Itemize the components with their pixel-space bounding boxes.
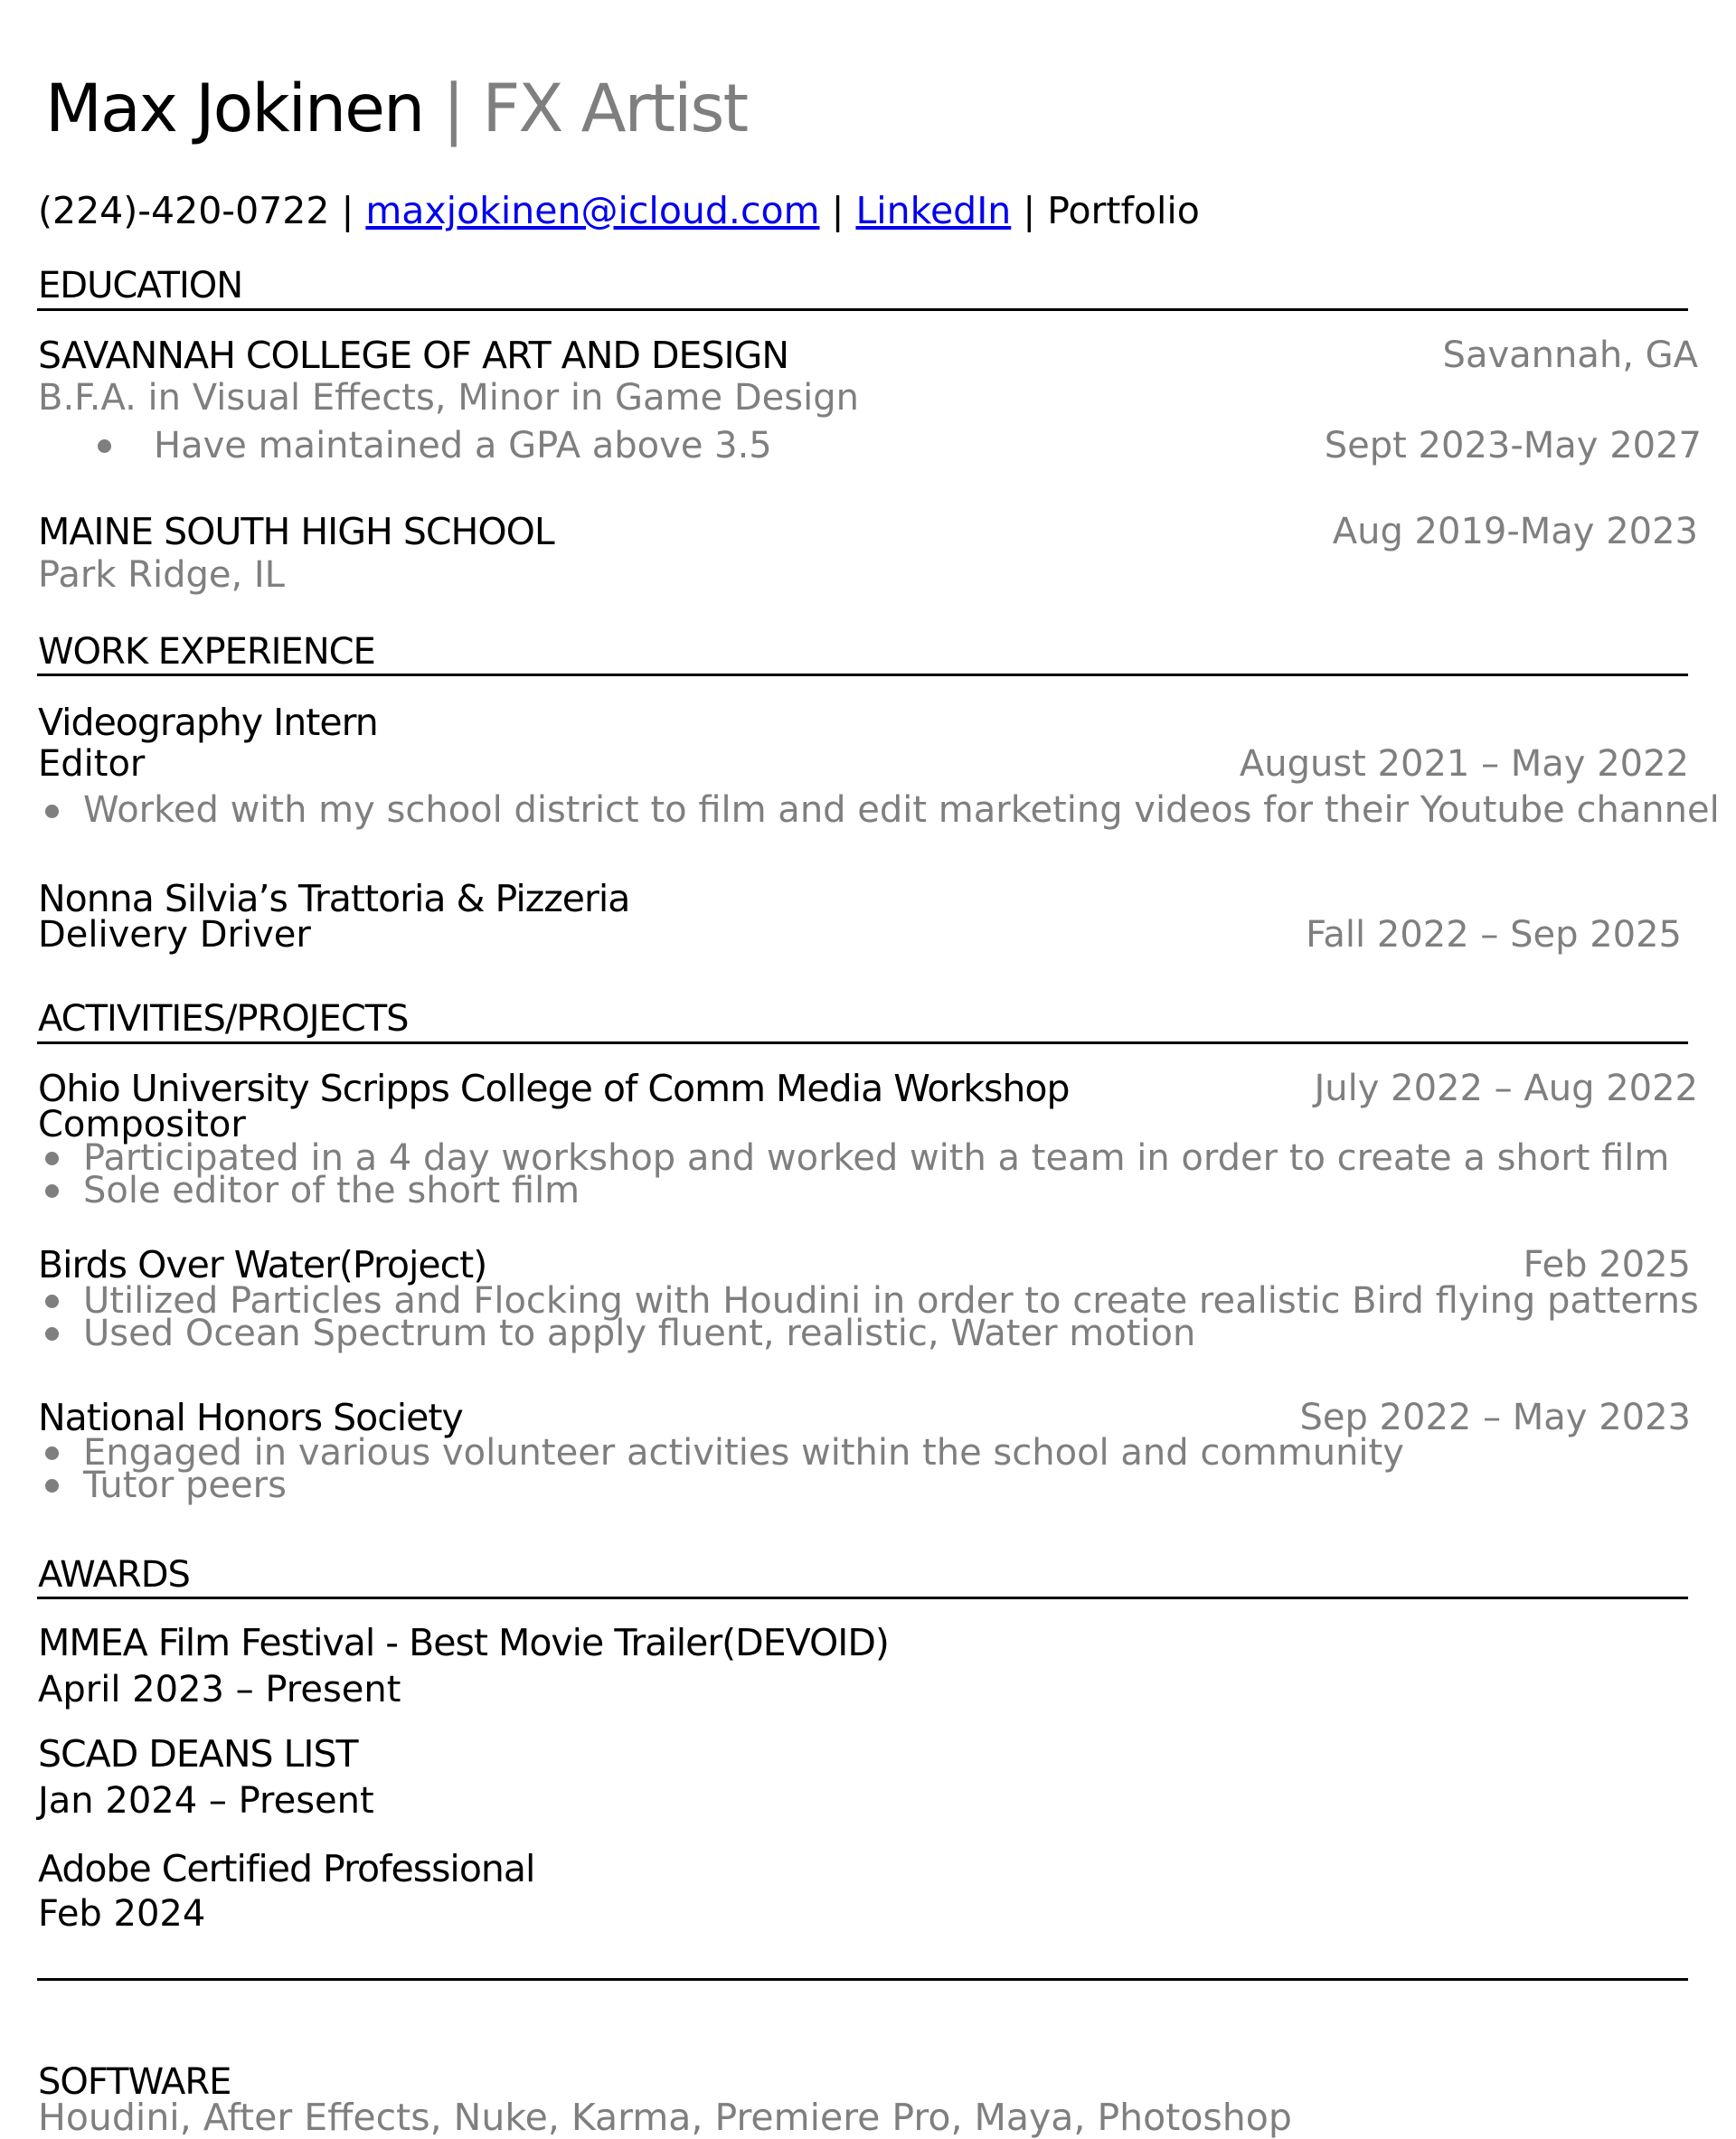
section-title-software: SOFTWARE bbox=[38, 2061, 231, 2103]
activity-dates: Feb 2025 bbox=[1523, 1244, 1691, 1286]
bullet-icon bbox=[45, 1152, 59, 1165]
award-dates: April 2023 – Present bbox=[38, 1669, 401, 1710]
activity-bullet: Used Ocean Spectrum to apply fluent, realistic, Water motion bbox=[83, 1313, 1196, 1354]
award-dates: Feb 2024 bbox=[38, 1893, 206, 1935]
degree: B.F.A. in Visual Effects, Minor in Game Design bbox=[38, 377, 859, 419]
job-role: Editor bbox=[38, 743, 146, 785]
section-rule bbox=[37, 1041, 1688, 1044]
bullet-icon bbox=[45, 1446, 59, 1460]
activity-bullet: Sole editor of the short film bbox=[83, 1170, 580, 1211]
section-rule bbox=[37, 1597, 1688, 1599]
job-dates: Fall 2022 – Sep 2025 bbox=[1306, 914, 1682, 956]
activity-title: Ohio University Scripps College of Comm Media Workshop bbox=[38, 1067, 1070, 1110]
activity-bullet: Engaged in various volunteer activities within the school and community bbox=[83, 1432, 1404, 1474]
contact-divider: | bbox=[1023, 189, 1036, 232]
activity-title: National Honors Society bbox=[38, 1396, 463, 1439]
award-title: Adobe Certified Professional bbox=[38, 1847, 535, 1890]
linkedin-link[interactable]: LinkedIn bbox=[855, 189, 1012, 232]
bullet-icon bbox=[45, 805, 59, 818]
gpa-bullet: Have maintained a GPA above 3.5 bbox=[154, 425, 772, 466]
contact-divider: | bbox=[341, 189, 354, 232]
job-role: Delivery Driver bbox=[38, 914, 311, 956]
job-title: Videography Intern bbox=[38, 701, 378, 744]
section-rule bbox=[37, 308, 1688, 311]
award-title: SCAD DEANS LIST bbox=[38, 1732, 358, 1776]
school-location: Park Ridge, IL bbox=[38, 554, 285, 596]
portfolio-label: Portfolio bbox=[1047, 189, 1200, 232]
job-dates: August 2021 – May 2022 bbox=[1239, 743, 1689, 785]
activity-dates: July 2022 – Aug 2022 bbox=[1314, 1068, 1698, 1109]
school-location: Savannah, GA bbox=[1442, 335, 1698, 376]
school-dates: Sept 2023-May 2027 bbox=[1324, 425, 1702, 466]
section-title-awards: AWARDS bbox=[38, 1554, 190, 1596]
award-title: MMEA Film Festival - Best Movie Trailer(DEVOID) bbox=[38, 1621, 889, 1664]
activity-dates: Sep 2022 – May 2023 bbox=[1299, 1397, 1691, 1438]
contact-line bbox=[38, 189, 1200, 232]
email-link[interactable]: maxjokinen@icloud.com bbox=[365, 189, 820, 232]
section-rule bbox=[37, 674, 1688, 676]
activity-title: Birds Over Water(Project) bbox=[38, 1243, 487, 1286]
section-rule bbox=[37, 1978, 1688, 1981]
phone: (224)-420-0722 bbox=[38, 189, 330, 232]
bullet-icon bbox=[45, 1479, 59, 1493]
name-title bbox=[45, 71, 748, 147]
job-title: Nonna Silvia’s Trattoria & Pizzeria bbox=[38, 877, 630, 920]
title-separator: | bbox=[442, 71, 464, 147]
school-name: MAINE SOUTH HIGH SCHOOL bbox=[38, 510, 554, 553]
award-dates: Jan 2024 – Present bbox=[38, 1780, 374, 1822]
activity-role: Compositor bbox=[38, 1104, 246, 1145]
section-title-education: EDUCATION bbox=[38, 265, 243, 306]
software-list: Houdini, After Effects, Nuke, Karma, Premiere Pro, Maya, Photoshop bbox=[38, 2096, 1292, 2139]
contact-divider: | bbox=[831, 189, 844, 232]
school-dates: Aug 2019-May 2023 bbox=[1332, 511, 1698, 552]
bullet-icon bbox=[45, 1295, 59, 1308]
job-role: FX Artist bbox=[482, 71, 748, 147]
bullet-icon bbox=[98, 439, 111, 453]
activity-bullet: Participated in a 4 day workshop and worked with a team in order to create a short film bbox=[83, 1137, 1670, 1179]
bullet-icon bbox=[45, 1184, 59, 1198]
section-title-work: WORK EXPERIENCE bbox=[38, 631, 375, 673]
section-title-activities: ACTIVITIES/PROJECTS bbox=[38, 998, 409, 1040]
name: Max Jokinen bbox=[45, 71, 424, 147]
bullet-icon bbox=[45, 1327, 59, 1341]
job-bullet: Worked with my school district to film and edit marketing videos for their Youtube channel bbox=[83, 789, 1720, 831]
school-name: SAVANNAH COLLEGE OF ART AND DESIGN bbox=[38, 334, 789, 377]
activity-bullet: Tutor peers bbox=[83, 1465, 287, 1506]
activity-bullet: Utilized Particles and Flocking with Houdini in order to create realistic Bird flying patterns bbox=[83, 1280, 1699, 1322]
